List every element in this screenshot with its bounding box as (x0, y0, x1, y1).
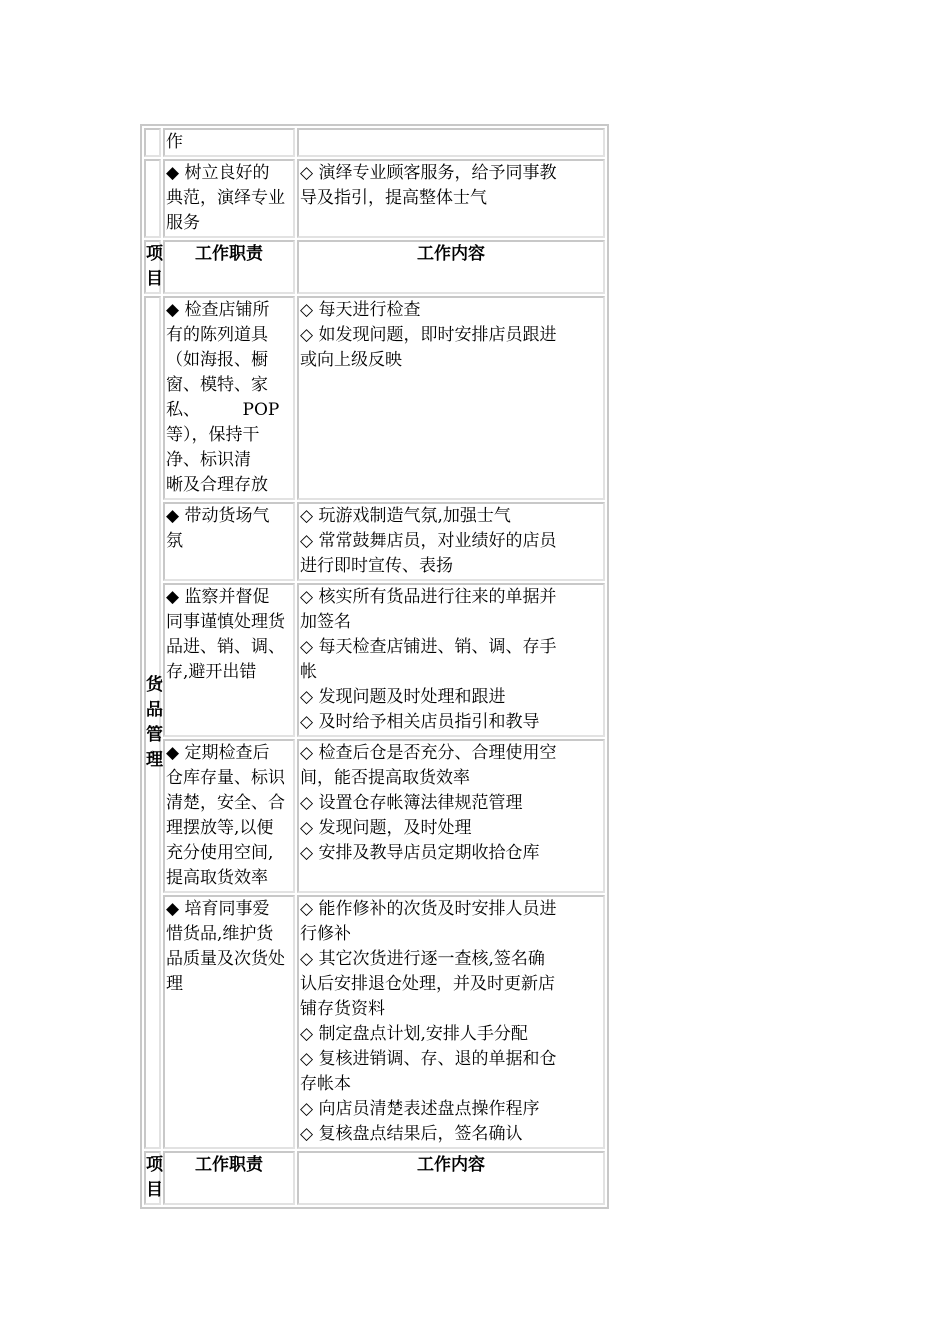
table-row (144, 739, 605, 893)
content-line: ◇ 复核进销调、存、退的单据和仓 (300, 1049, 557, 1069)
duty-line: 服务 (166, 213, 200, 233)
table-row (144, 502, 605, 581)
content-line: 或向上级反映 (300, 350, 402, 370)
duty-line: 品质量及次货处 (166, 949, 285, 969)
content-line: ◇ 制定盘点计划,安排人手分配 (300, 1024, 528, 1044)
content-line: 帐 (300, 662, 317, 682)
content-line: ◇ 如发现问题，即时安排店员跟进 (300, 325, 557, 345)
header-duty-cell: 工作职责 (163, 1151, 295, 1205)
duty-line: ◆ 带动货场气 (166, 506, 270, 526)
content-line: ◇ 核实所有货品进行往来的单据并 (300, 587, 557, 607)
content-line: 行修补 (300, 924, 351, 944)
header-content-cell: 工作内容 (297, 1151, 605, 1205)
content-line: ◇ 设置仓存帐簿法律规范管理 (300, 793, 523, 813)
duty-line: 惜货品,维护货 (166, 924, 274, 944)
content-cell (297, 895, 605, 1149)
duty-line: 清楚，安全、合 (166, 793, 285, 813)
table-row (144, 296, 605, 500)
section-label-cell: 货品管理 (144, 296, 161, 1149)
duty-line: 晰及合理存放 (166, 475, 268, 495)
duty-line: 作 (166, 132, 183, 152)
table-row (144, 583, 605, 737)
header-project-cell: 项目 (144, 240, 161, 294)
content-line: 间，能否提高取货效率 (300, 768, 470, 788)
duty-cell (163, 296, 295, 500)
content-cell (297, 128, 605, 157)
content-line: ◇ 及时给予相关店员指引和教导 (300, 712, 540, 732)
content-cell (297, 739, 605, 893)
duty-line: 充分使用空间, (166, 843, 274, 863)
table-row (144, 128, 605, 157)
content-line: ◇ 复核盘点结果后，签名确认 (300, 1124, 523, 1144)
duty-cell (163, 128, 295, 157)
content-line: ◇ 发现问题，及时处理 (300, 818, 472, 838)
duty-cell (163, 583, 295, 737)
content-cell (297, 296, 605, 500)
content-line: ◇ 常常鼓舞店员，对业绩好的店员 (300, 531, 557, 551)
duty-line: 仓库存量、标识 (166, 768, 285, 788)
duty-line: 有的陈列道具 (166, 325, 268, 345)
content-line: 铺存货资料 (300, 999, 385, 1019)
duty-line: ◆ 树立良好的 (166, 163, 270, 183)
duty-line: 典范，演绎专业 (166, 188, 285, 208)
content-line: 进行即时宣传、表扬 (300, 556, 453, 576)
header-row (144, 240, 605, 294)
content-line: ◇ 检查后仓是否充分、合理使用空 (300, 743, 557, 763)
header-row (144, 1151, 605, 1205)
header-content-cell: 工作内容 (297, 240, 605, 294)
content-line: 导及指引，提高整体士气 (300, 188, 487, 208)
duty-line: 净、标识清 (166, 450, 251, 470)
content-line: ◇ 发现问题及时处理和跟进 (300, 687, 506, 707)
duty-cell (163, 502, 295, 581)
duty-line: 氛 (166, 531, 183, 551)
duty-line: ◆ 定期检查后 (166, 743, 270, 763)
content-cell (297, 502, 605, 581)
duty-line: 窗、模特、家 (166, 375, 268, 395)
content-line: ◇ 演绎专业顾客服务，给予同事教 (300, 163, 557, 183)
job-duties-table (140, 124, 609, 1209)
table-body (144, 128, 605, 1205)
content-line: 加签名 (300, 612, 351, 632)
content-cell (297, 583, 605, 737)
content-line: ◇ 安排及教导店员定期收拾仓库 (300, 843, 540, 863)
header-duty-cell: 工作职责 (163, 240, 295, 294)
duty-line: 品进、销、调、 (166, 637, 285, 657)
content-line: ◇ 每天进行检查 (300, 300, 421, 320)
content-line: ◇ 玩游戏制造气氛,加强士气 (300, 506, 511, 526)
header-project-cell: 项目 (144, 1151, 161, 1205)
content-line: 存帐本 (300, 1074, 351, 1094)
blank-cell (144, 128, 161, 157)
content-line: ◇ 其它次货进行逐一查核,签名确 (300, 949, 545, 969)
duty-line: 等），保持干 (166, 425, 260, 445)
duty-line: ◆ 监察并督促 (166, 587, 270, 607)
duty-cell (163, 739, 295, 893)
duty-cell (163, 895, 295, 1149)
duty-line: 存,避开出错 (166, 662, 257, 682)
table-row (144, 159, 605, 238)
content-line: ◇ 向店员清楚表述盘点操作程序 (300, 1099, 540, 1119)
duty-line: 提高取货效率 (166, 868, 268, 888)
duty-line: ◆ 检查店铺所 (166, 300, 270, 320)
blank-cell (144, 159, 161, 238)
duty-line: 同事谨慎处理货 (166, 612, 285, 632)
content-line: 认后安排退仓处理，并及时更新店 (300, 974, 555, 994)
content-line: ◇ 能作修补的次货及时安排人员进 (300, 899, 557, 919)
duty-cell (163, 159, 295, 238)
content-line: ◇ 每天检查店铺进、销、调、存手 (300, 637, 557, 657)
duty-line: 私、 POP (166, 400, 280, 420)
duty-line: （如海报、橱 (166, 350, 268, 370)
duty-line: 理摆放等,以便 (166, 818, 274, 838)
duty-line: ◆ 培育同事爱 (166, 899, 270, 919)
content-cell (297, 159, 605, 238)
duty-line: 理 (166, 974, 183, 994)
table-row (144, 895, 605, 1149)
